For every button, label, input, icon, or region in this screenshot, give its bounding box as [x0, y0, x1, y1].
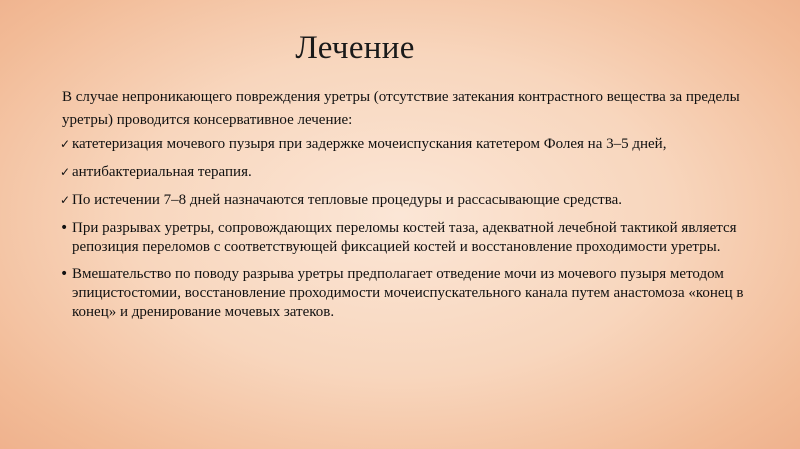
slide-body — [60, 86, 760, 330]
checklist-item — [60, 191, 760, 210]
bullet-item — [60, 265, 760, 322]
checklist-item-text: По истечении 7–8 дней назначаются тепловые процедуры и рассасывающие средства. — [72, 192, 623, 208]
bullet-item-text: При разрывах уретры, сопровождающих переломы костей таза, адекватной лечебной тактикой является репозиция переломов с соответствующей фиксацией костей и восстановление проходимости уретры. — [72, 220, 737, 255]
checklist-item — [60, 135, 760, 154]
checkmark-icon: ✓ — [60, 165, 71, 179]
checklist-item-text: катетеризация мочевого пузыря при задержке мочеиспускания катетером Фолея на 3–5 дней, — [72, 136, 667, 152]
slide-title: Лечение — [295, 30, 415, 66]
intro-paragraph: В случае непроникающего повреждения уретры (отсутствие затекания контрастного вещества за пределы уретры) проводится консервативное лечение: — [62, 89, 740, 128]
checklist-item — [60, 163, 760, 182]
bullet-icon: • — [60, 220, 69, 236]
checkmark-icon: ✓ — [60, 137, 71, 151]
checklist-item-text: антибактериальная терапия. — [72, 164, 252, 180]
bullet-item-text: Вмешательство по поводу разрыва уретры предполагает отведение мочи из мочевого пузыря методом эпицистостомии, восстановление проходимости мочеиспускательного канала путем анастомоза «конец в конец» и дренирование мочевых затеков. — [72, 266, 744, 320]
bullet-item — [60, 219, 760, 257]
checkmark-icon: ✓ — [60, 193, 71, 207]
bullet-icon: • — [60, 266, 69, 282]
